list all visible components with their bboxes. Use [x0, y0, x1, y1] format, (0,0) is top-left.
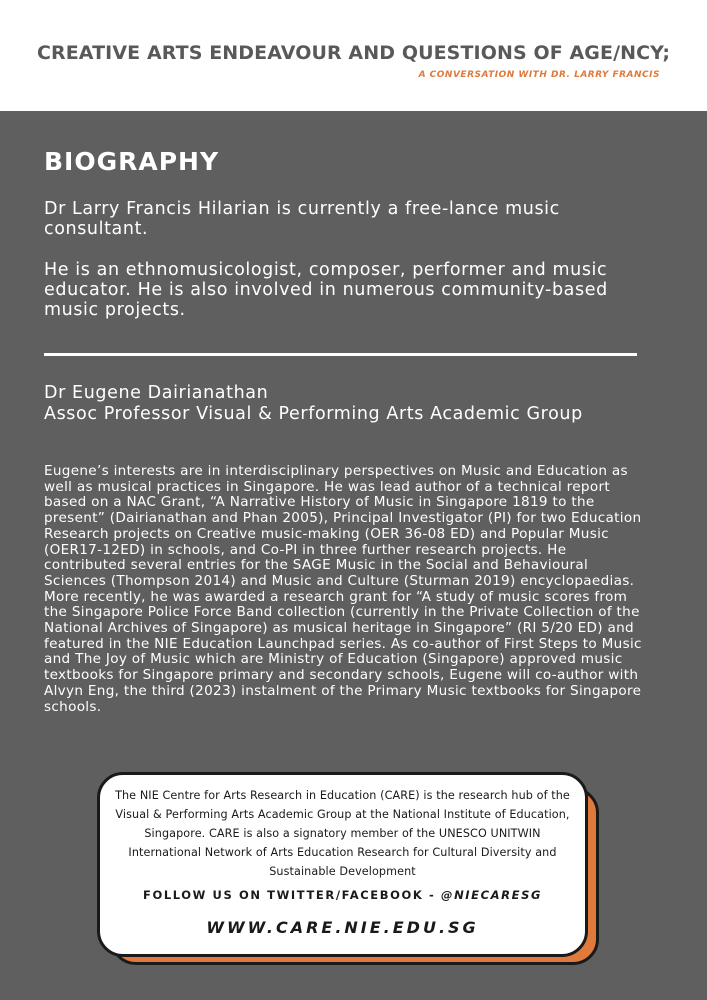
- header-band: [0, 0, 707, 111]
- profile-role: Assoc Professor Visual & Performing Arts Academic Group: [44, 403, 583, 424]
- website-link[interactable]: WWW.CARE.NIE.EDU.SG: [206, 918, 479, 937]
- profile-bio: Eugene’s interests are in interdisciplinary perspectives on Music and Education as well as musical practices in Singapore. He was lead author of a technical report based on a NAC Grant, “A Narrative History of Music in Singapore 1819 to the present” (Dairianathan and Phan 2005), Principal Investigator (PI) for two Education Research projects on Creative music-making (OER 36-08 ED) and Popular Music (OER17-12ED) in schools, and Co-PI in three further research projects. He contributed several entries for the SAGE Music in the Social and Behavioural Sciences (Thompson 2014) and Music and Culture (Sturman 2019) encyclopaedias. More recently, he was awarded a research grant for “A study of music scores from the Singapore Police Force Band collection (currently in the Private Collection of the National Archives of Singapore) as musical heritage in Singapore” (RI 5/20 ED) and featured in the NIE Education Launchpad series. As co-author of First Steps to Music and The Joy of Music which are Ministry of Education (Singapore) approved music textbooks for Singapore primary and secondary schools, Eugene will co-author with Alvyn Eng, the third (2023) instalment of the Primary Music textbooks for Singapore schools.: [44, 463, 642, 715]
- biography-paragraph: He is an ethnomusicologist, composer, performer and music educator. He is also involved in numerous community-based music projects.: [44, 260, 608, 320]
- page-subtitle: A CONVERSATION WITH DR. LARRY FRANCIS: [418, 70, 660, 80]
- section-divider: [44, 353, 637, 356]
- page-title: CREATIVE ARTS ENDEAVOUR AND QUESTIONS OF AGE/NCY;: [36, 42, 671, 64]
- profile-header: [44, 383, 664, 424]
- biography-paragraph: Dr Larry Francis Hilarian is currently a free-lance music consultant.: [44, 199, 560, 239]
- biography-heading: BIOGRAPHY: [44, 147, 220, 176]
- follow-label: FOLLOW US ON TWITTER/FACEBOOK -: [142, 888, 441, 902]
- profile-name: Dr Eugene Dairianathan: [44, 383, 269, 403]
- card-description: The NIE Centre for Arts Research in Education (CARE) is the research hub of the Visual & Performing Arts Academic Group at the National Institute of Education, Singapore. CARE is also a signatory member of the UNESCO UNITWIN International Network of Arts Education Research for Cultural Diversity and Sustainable Development: [115, 789, 570, 878]
- social-handle-link[interactable]: @NIECARESG: [440, 888, 543, 902]
- social-follow: [97, 888, 588, 902]
